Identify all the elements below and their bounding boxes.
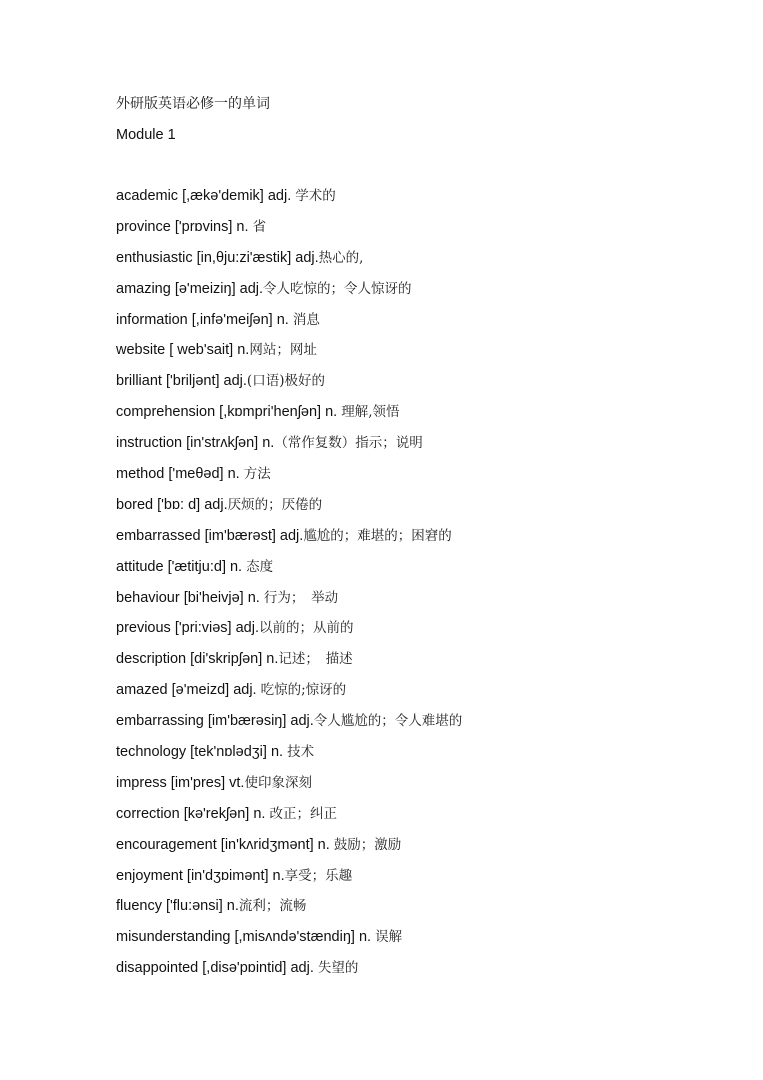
document-title: 外研版英语必修一的单词 <box>116 96 270 112</box>
vocab-meaning: 改正；纠正 <box>269 805 337 822</box>
vocab-entry <box>116 494 716 525</box>
vocab-meaning: 使印象深刻 <box>244 774 312 791</box>
vocab-word: amazing [ə'meiziŋ] adj. <box>116 280 264 297</box>
vocab-word: academic [,ækə'demik] adj. <box>116 188 296 204</box>
vocab-word: embarrassing [im'bærəsiŋ] adj. <box>116 713 314 730</box>
vocab-meaning: 误解 <box>375 929 403 946</box>
vocab-entry <box>116 617 716 648</box>
vocab-entry <box>116 710 716 741</box>
vocab-entry <box>116 834 716 865</box>
vocab-word: embarrassed [im'bærəst] adj. <box>116 527 304 544</box>
vocab-meaning: 态度 <box>246 558 274 575</box>
vocab-meaning: (口语)极好的 <box>246 373 325 390</box>
vocab-word: brilliant ['briljənt] adj. <box>116 373 247 390</box>
vocab-entry <box>116 587 716 618</box>
vocab-entry <box>116 556 716 587</box>
vocab-word: disappointed [,disə'pɒintid] adj. <box>116 960 318 977</box>
vocab-meaning: 鼓励；激励 <box>333 836 402 853</box>
vocab-word: instruction [in'strʌkʃən] n. <box>116 435 275 452</box>
vocab-word: description [di'skripʃən] n. <box>116 651 279 668</box>
vocab-entry <box>116 803 716 834</box>
module-heading: Module 1 <box>116 127 176 143</box>
vocab-meaning: 以前的；从前的 <box>259 620 354 637</box>
vocab-meaning: 享受；乐趣 <box>284 867 353 884</box>
vocab-entry <box>116 432 716 463</box>
vocab-meaning: 行为； 举动 <box>263 589 339 606</box>
vocab-entry <box>116 926 716 957</box>
vocab-meaning: 热心的, <box>318 249 364 266</box>
vocab-entry <box>116 278 716 309</box>
vocab-word: impress [im'pres] vt. <box>116 774 245 791</box>
vocab-word: province ['prɒvins] n. <box>116 218 253 235</box>
vocab-meaning: 记述； 描述 <box>278 651 353 668</box>
vocab-entry <box>116 957 716 988</box>
vocab-meaning: 令人吃惊的；令人惊讶的 <box>263 280 412 297</box>
vocab-word: correction [kə'rekʃən] n. <box>116 805 270 822</box>
vocab-meaning: 令人尴尬的；令人难堪的 <box>313 713 463 730</box>
vocab-entry <box>116 525 716 556</box>
vocab-word: attitude ['ætitju:d] n. <box>116 558 247 575</box>
vocab-word: encouragement [in'kʌridʒmənt] n. <box>116 836 334 853</box>
vocab-meaning: 消息 <box>292 311 320 328</box>
vocab-meaning: 网站；网址 <box>249 342 317 359</box>
vocab-meaning: 学术的 <box>295 188 336 204</box>
vocab-word: comprehension [,kɒmpri'henʃən] n. <box>116 404 342 421</box>
vocab-meaning: 技术 <box>287 744 315 761</box>
vocab-word: technology [tek'nɒlədʒi] n. <box>116 744 288 761</box>
vocab-entry <box>116 895 716 926</box>
vocab-word: fluency ['flu:ənsi] n. <box>116 898 239 915</box>
vocab-word: amazed [ə'meizd] adj. <box>116 682 261 699</box>
vocab-word: previous ['pri:viəs] adj. <box>116 620 259 637</box>
vocab-word: enjoyment [in'dʒɒimənt] n. <box>116 867 285 884</box>
vocab-entry <box>116 772 716 803</box>
vocab-word: method ['meθəd] n. <box>116 466 244 483</box>
vocab-meaning: 厌烦的；厌倦的 <box>227 496 323 513</box>
vocab-word: misunderstanding [,misʌndə'stændiŋ] n. <box>116 929 376 946</box>
vocab-entry <box>116 741 716 772</box>
vocab-word: website [ web'sait] n. <box>116 342 250 359</box>
vocab-meaning: 省 <box>252 218 267 235</box>
vocab-meaning: 失望的 <box>317 960 359 977</box>
vocab-entry <box>116 679 716 710</box>
vocab-entry <box>116 339 716 370</box>
vocab-word: enthusiastic [in,θju:zi'æstik] adj. <box>116 249 319 266</box>
vocab-entry <box>116 865 716 896</box>
vocab-entry <box>116 463 716 494</box>
vocab-word: behaviour [bi'heivjə] n. <box>116 589 264 606</box>
vocab-meaning: 尴尬的；难堪的；困窘的 <box>303 527 452 544</box>
vocab-entry <box>116 401 716 432</box>
vocab-entry <box>116 247 716 278</box>
vocab-entry <box>116 309 716 340</box>
vocab-meaning: 吃惊的;惊讶的 <box>260 682 347 699</box>
vocab-word: information [,infə'meiʃən] n. <box>116 311 293 328</box>
vocab-entry <box>116 185 716 216</box>
vocabulary-list <box>116 185 716 988</box>
vocab-word: bored ['bɒ: d] adj. <box>116 496 228 513</box>
vocab-meaning: （常作复数）指示；说明 <box>274 435 423 452</box>
vocab-meaning: 流利；流畅 <box>238 898 307 915</box>
vocab-meaning: 理解,领悟 <box>341 404 400 421</box>
vocab-entry <box>116 648 716 679</box>
vocab-entry <box>116 216 716 247</box>
vocab-meaning: 方法 <box>243 466 271 483</box>
vocab-entry <box>116 370 716 401</box>
